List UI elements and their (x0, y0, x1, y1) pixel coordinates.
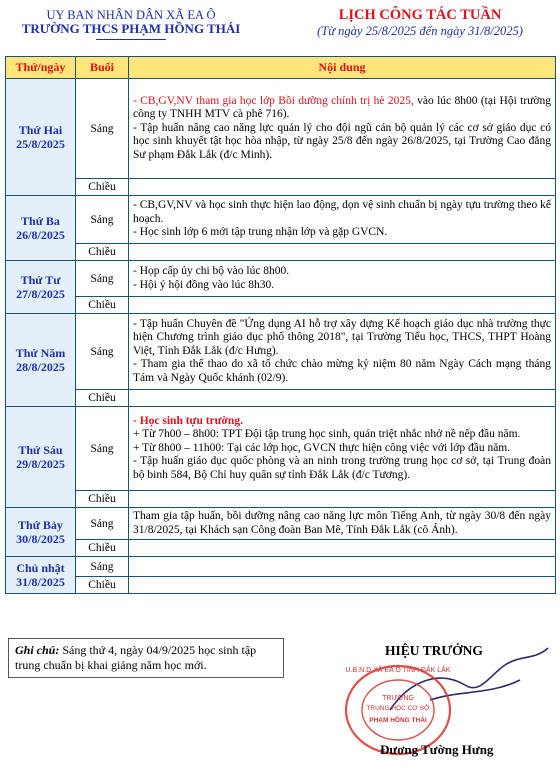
day-name: Chủ nhật (16, 561, 65, 575)
content-item (133, 122, 551, 163)
column-header-day: Thứ/ngày (6, 57, 76, 79)
svg-text:TRƯỜNG: TRƯỜNG (382, 695, 414, 702)
schedule-row-morning (6, 557, 556, 577)
day-cell (6, 196, 76, 261)
item-text: + Từ 8h00 – 11h00: Tại các lớp học, GVCN thực hiện công việc với lớp đầu năm. (133, 441, 511, 454)
schedule-row-morning (6, 508, 556, 540)
day-cell (6, 314, 76, 407)
day-name: Thứ Năm (15, 346, 66, 360)
organization-block (6, 8, 256, 40)
session-morning: Sáng (76, 508, 129, 540)
schedule-row-afternoon (6, 491, 556, 508)
afternoon-content (129, 390, 556, 407)
schedule-row-morning (6, 196, 556, 244)
day-cell (6, 557, 76, 594)
signature-title: HIỆU TRƯỞNG (385, 643, 483, 658)
day-name: Thứ Sáu (18, 443, 63, 457)
divider (96, 39, 166, 40)
column-header-session: Buổi (76, 57, 129, 79)
svg-text:U.B.N.D XÃ EA Ô TỈNH ĐẮK LẮK: U.B.N.D XÃ EA Ô TỈNH ĐẮK LẮK (345, 667, 451, 674)
content-item (133, 265, 551, 279)
afternoon-content (129, 244, 556, 261)
afternoon-content (129, 297, 556, 314)
content-item (133, 442, 551, 456)
afternoon-content (129, 179, 556, 196)
content-item (133, 226, 551, 240)
content-item (133, 318, 551, 359)
content-item (133, 415, 551, 429)
morning-content (129, 407, 556, 491)
highlight-text: - Học sinh tựu trường. (133, 414, 243, 427)
item-text: - Tập huấn giáo dục quốc phòng và an ninh trong trường trung học cơ sở, tại Trung đoàn bộ binh 584, Bộ Chỉ huy quân sự tỉnh Đắk Lắk (đ/c Tương). (133, 455, 551, 481)
principal-name: Đương Tường Hưng (380, 742, 494, 757)
session-morning: Sáng (76, 261, 129, 297)
afternoon-content (129, 577, 556, 594)
page-title: LỊCH CÔNG TÁC TUẦN (338, 7, 502, 23)
session-afternoon: Chiều (76, 577, 129, 594)
item-text: Tham gia tập huấn, bồi dưỡng nâng cao năng lực môn Tiếng Anh, từ ngày 30/8 đến ngày 31/8/2025, tại Khách sạn Công đoàn Ban Mê, Tỉnh Đắk Lắk (cô Ánh). (133, 510, 551, 536)
session-morning: Sáng (76, 557, 129, 577)
schedule-row-afternoon (6, 390, 556, 407)
session-afternoon: Chiều (76, 297, 129, 314)
schedule-table (5, 56, 556, 594)
morning-content (129, 314, 556, 390)
schedule-row-morning (6, 79, 556, 179)
schedule-row-afternoon (6, 297, 556, 314)
content-item (133, 279, 551, 293)
session-afternoon: Chiều (76, 244, 129, 261)
content-item (133, 199, 551, 226)
item-text: - CB,GV,NV và học sinh thực hiện lao động, dọn vệ sinh chuẩn bị ngày tựu trường theo kế hoạch. (133, 199, 551, 225)
day-cell (6, 79, 76, 196)
day-name: Thứ Hai (18, 123, 63, 137)
date-range: (Từ ngày 25/8/2025 đến ngày 31/8/2025) (317, 24, 523, 38)
document-header (0, 0, 560, 55)
morning-content (129, 508, 556, 540)
svg-text:TRUNG HỌC CƠ SỞ: TRUNG HỌC CƠ SỞ (366, 705, 430, 712)
day-cell (6, 407, 76, 508)
session-afternoon: Chiều (76, 179, 129, 196)
title-block (285, 6, 555, 39)
schedule-row-afternoon (6, 577, 556, 594)
highlight-text: - CB,GV,NV tham gia học lớp Bồi dưỡng chính trị hè 2025, (133, 94, 414, 107)
content-item (133, 510, 551, 537)
schedule-row-afternoon (6, 244, 556, 261)
session-afternoon: Chiều (76, 491, 129, 508)
column-header-content: Nội dung (129, 57, 556, 79)
day-name: Thứ Ba (21, 214, 60, 228)
day-date: 31/8/2025 (16, 575, 65, 589)
item-text: - Hội ý hội đồng vào lúc 8h30. (133, 278, 275, 291)
note-box (8, 638, 284, 678)
session-morning: Sáng (76, 314, 129, 390)
morning-content (129, 79, 556, 179)
day-cell (6, 508, 76, 557)
day-date: 29/8/2025 (16, 457, 65, 471)
day-date: 27/8/2025 (16, 287, 65, 301)
schedule-row-morning (6, 407, 556, 491)
item-text: - Họp cấp ủy chi bộ vào lúc 8h00. (133, 265, 290, 277)
schedule-row-morning (6, 314, 556, 390)
morning-content (129, 557, 556, 577)
session-afternoon: Chiều (76, 390, 129, 407)
item-text: + Từ 7h00 – 8h00: TPT Đội tập trung học sinh, quán triệt nhắc nhở nề nếp đầu năm. (133, 428, 521, 441)
session-morning: Sáng (76, 79, 129, 179)
note-label: Ghi chú: (15, 643, 60, 657)
item-text: - Tập huấn Chuyên đề "Ứng dụng AI hỗ trợ xây dựng Kế hoạch giáo dục nhà trường thực hiện Chương trình giáo dục phổ thông 2018", tại Trường Tiểu học, THCS, THPT Hoàng Việt, Tỉnh Đắk Lắk (đ/c Hưng). (133, 317, 551, 357)
content-item (133, 95, 551, 122)
day-date: 28/8/2025 (16, 360, 65, 374)
day-date: 30/8/2025 (16, 532, 65, 546)
morning-content (129, 261, 556, 297)
content-item (133, 455, 551, 482)
afternoon-content (129, 540, 556, 557)
org-name: UY BAN NHÂN DÂN XÃ EA Ô (46, 8, 216, 22)
session-morning: Sáng (76, 407, 129, 491)
day-date: 25/8/2025 (16, 137, 65, 151)
item-text: - Tập huấn nâng cao năng lực quản lý cho đội ngũ cán bộ quản lý các cơ sở giáo dục có học sinh khuyết tật học hòa nhập, từ ngày 25/8 đến ngày 26/8/2025, tại Trường Cao đẳng Sư phạm Đắk Lắk (đ/c Minh). (133, 121, 551, 161)
svg-text:PHẠM HỒNG THÁI: PHẠM HỒNG THÁI (369, 717, 427, 724)
school-name: TRƯỜNG THCS PHẠM HỒNG THÁI (21, 21, 241, 36)
schedule-row-afternoon (6, 540, 556, 557)
content-item (133, 358, 551, 385)
item-text: - Học sinh lớp 6 mới tập trung nhận lớp và gặp GVCN. (133, 226, 388, 239)
item-text: - Tham gia thể thao do xã tổ chức chào mừng kỷ niệm 80 năm Ngày Cách mạng tháng Tám và Ngày Quốc khánh (02/9). (133, 358, 551, 384)
table-header-row (6, 57, 556, 79)
session-afternoon: Chiều (76, 540, 129, 557)
schedule-row-afternoon (6, 179, 556, 196)
note-text: Sáng thứ 4, ngày 04/9/2025 học sinh tập trung chuẩn bị khai giảng năm học mới. (15, 643, 257, 672)
afternoon-content (129, 491, 556, 508)
day-name: Thứ Tư (20, 273, 61, 287)
session-morning: Sáng (76, 196, 129, 244)
day-name: Thứ Bảy (18, 518, 63, 532)
day-cell (6, 261, 76, 314)
content-item (133, 428, 551, 442)
schedule-row-morning (6, 261, 556, 297)
morning-content (129, 196, 556, 244)
item-text: vào lúc 8h00 (tại Hội trường công ty TNHH MTV cà phê 716). (133, 94, 551, 121)
day-date: 26/8/2025 (16, 228, 65, 242)
